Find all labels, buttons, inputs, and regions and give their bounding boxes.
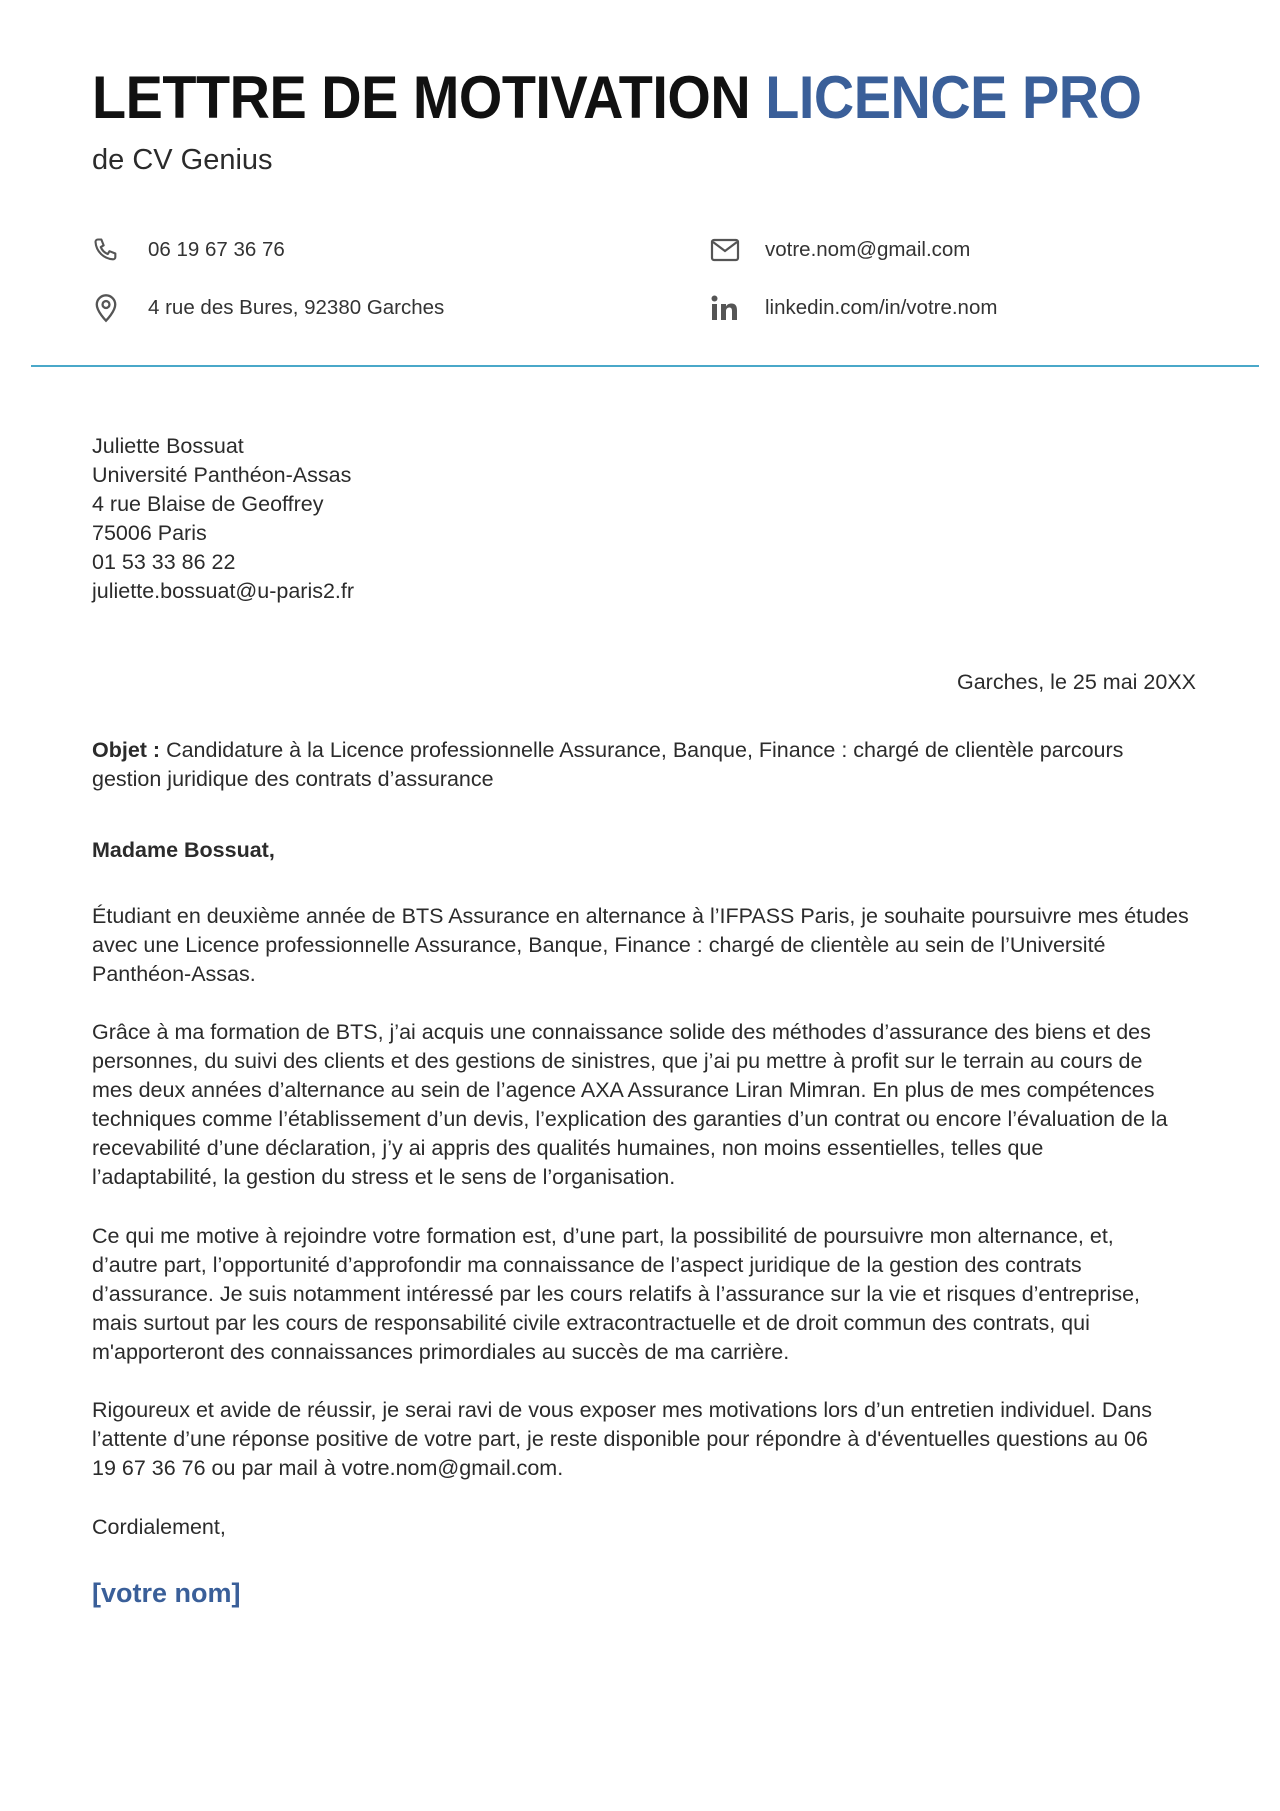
linkedin-value: linkedin.com/in/votre.nom (765, 296, 998, 319)
letter-date: Garches, le 25 mai 20XX (956, 670, 1196, 694)
title-accent: LICENCE PRO (765, 64, 1142, 131)
location-pin-icon (90, 292, 122, 324)
paragraph-line: l’attente d’une réponse positive de votre part, je reste disponible pour répondre à d'éventuelles questions au 06 (92, 1427, 1148, 1451)
paragraph-line: avec une Licence professionnelle Assurance, Banque, Finance : chargé de clientèle au sein de l’Université (92, 933, 1106, 957)
header-divider (31, 365, 1259, 367)
recipient-city: 75006 Paris (92, 521, 207, 545)
phone-value: 06 19 67 36 76 (148, 238, 285, 261)
paragraph-1 (92, 902, 1202, 989)
paragraph-3 (92, 1222, 1202, 1367)
recipient-block (92, 432, 354, 606)
signature-name: [votre nom] (92, 1578, 241, 1608)
recipient-organization: Université Panthéon-Assas (92, 463, 352, 487)
paragraph-2 (92, 1018, 1202, 1192)
contact-linkedin (709, 292, 997, 324)
recipient-phone: 01 53 33 86 22 (92, 550, 236, 574)
subtitle: de CV Genius (92, 144, 273, 176)
contact-phone (90, 234, 285, 266)
salutation: Madame Bossuat, (92, 838, 275, 862)
paragraph-line: Panthéon-Assas. (92, 962, 256, 986)
recipient-name: Juliette Bossuat (92, 434, 244, 458)
phone-icon (90, 234, 122, 266)
paragraph-line: d’autre part, l’opportunité d’approfondir ma connaissance de l’aspect juridique de la gestion des contrats (92, 1253, 1082, 1277)
linkedin-icon (709, 292, 741, 324)
contact-email (709, 234, 970, 266)
paragraph-line: mais surtout par les cours de responsabilité civile extracontractuelle et de droit commun des contrats, qui (92, 1311, 1090, 1335)
recipient-email: juliette.bossuat@u-paris2.fr (92, 579, 355, 603)
paragraph-line: Grâce à ma formation de BTS, j’ai acquis une connaissance solide des méthodes d’assurance des biens et des (92, 1020, 1151, 1044)
recipient-street: 4 rue Blaise de Geoffrey (92, 492, 324, 516)
paragraph-line: recevabilité d’une déclaration, j’y ai appris des qualités humaines, non moins essentielles, telles que (92, 1136, 1044, 1160)
contact-address (90, 292, 444, 324)
paragraph-4 (92, 1396, 1202, 1483)
title-main: LETTRE DE MOTIVATION (92, 64, 751, 131)
paragraph-line: Ce qui me motive à rejoindre votre formation est, d’une part, la possibilité de poursuivre mon alternance, et, (92, 1224, 1114, 1248)
paragraph-line: m'apporteront des connaissances primordiales au succès de ma carrière. (92, 1340, 790, 1364)
closing: Cordialement, (92, 1515, 226, 1539)
paragraph-line: mes deux années d’alternance au sein de l’agence AXA Assurance Liran Mimran. En plus de mes compétences (92, 1078, 1155, 1102)
object-text-1: Candidature à la Licence professionnelle Assurance, Banque, Finance : chargé de clientèle parcours (160, 738, 1124, 762)
object-line (92, 736, 1202, 794)
object-label: Objet : (92, 738, 161, 762)
paragraph-line: Rigoureux et avide de réussir, je serai ravi de vous exposer mes motivations lors d’un entretien individuel. Dans (92, 1398, 1153, 1422)
paragraph-line: 19 67 36 76 ou par mail à votre.nom@gmail.com. (92, 1456, 564, 1480)
paragraph-line: personnes, du suivi des clients et des gestions de sinistres, que j’ai pu mettre à profit sur le terrain au cours de (92, 1049, 1143, 1073)
paragraph-line: d’assurance. Je suis notamment intéressé par les cours relatifs à l’assurance sur la vie et risques d’entreprise, (92, 1282, 1141, 1306)
paragraph-line: l’adaptabilité, la gestion du stress et le sens de l’organisation. (92, 1165, 676, 1189)
object-text-2: gestion juridique des contrats d’assurance (92, 767, 494, 791)
paragraph-line: Étudiant en deuxième année de BTS Assurance en alternance à l’IFPASS Paris, je souhaite poursuivre mes études (92, 904, 1189, 928)
paragraph-line: techniques comme l’établissement d’un devis, l’explication des garanties d’un contrat ou encore l’évaluation de la (92, 1107, 1168, 1131)
envelope-icon (709, 234, 741, 266)
email-value: votre.nom@gmail.com (765, 238, 971, 261)
page-title (92, 64, 1142, 131)
address-value: 4 rue des Bures, 92380 Garches (148, 296, 445, 319)
